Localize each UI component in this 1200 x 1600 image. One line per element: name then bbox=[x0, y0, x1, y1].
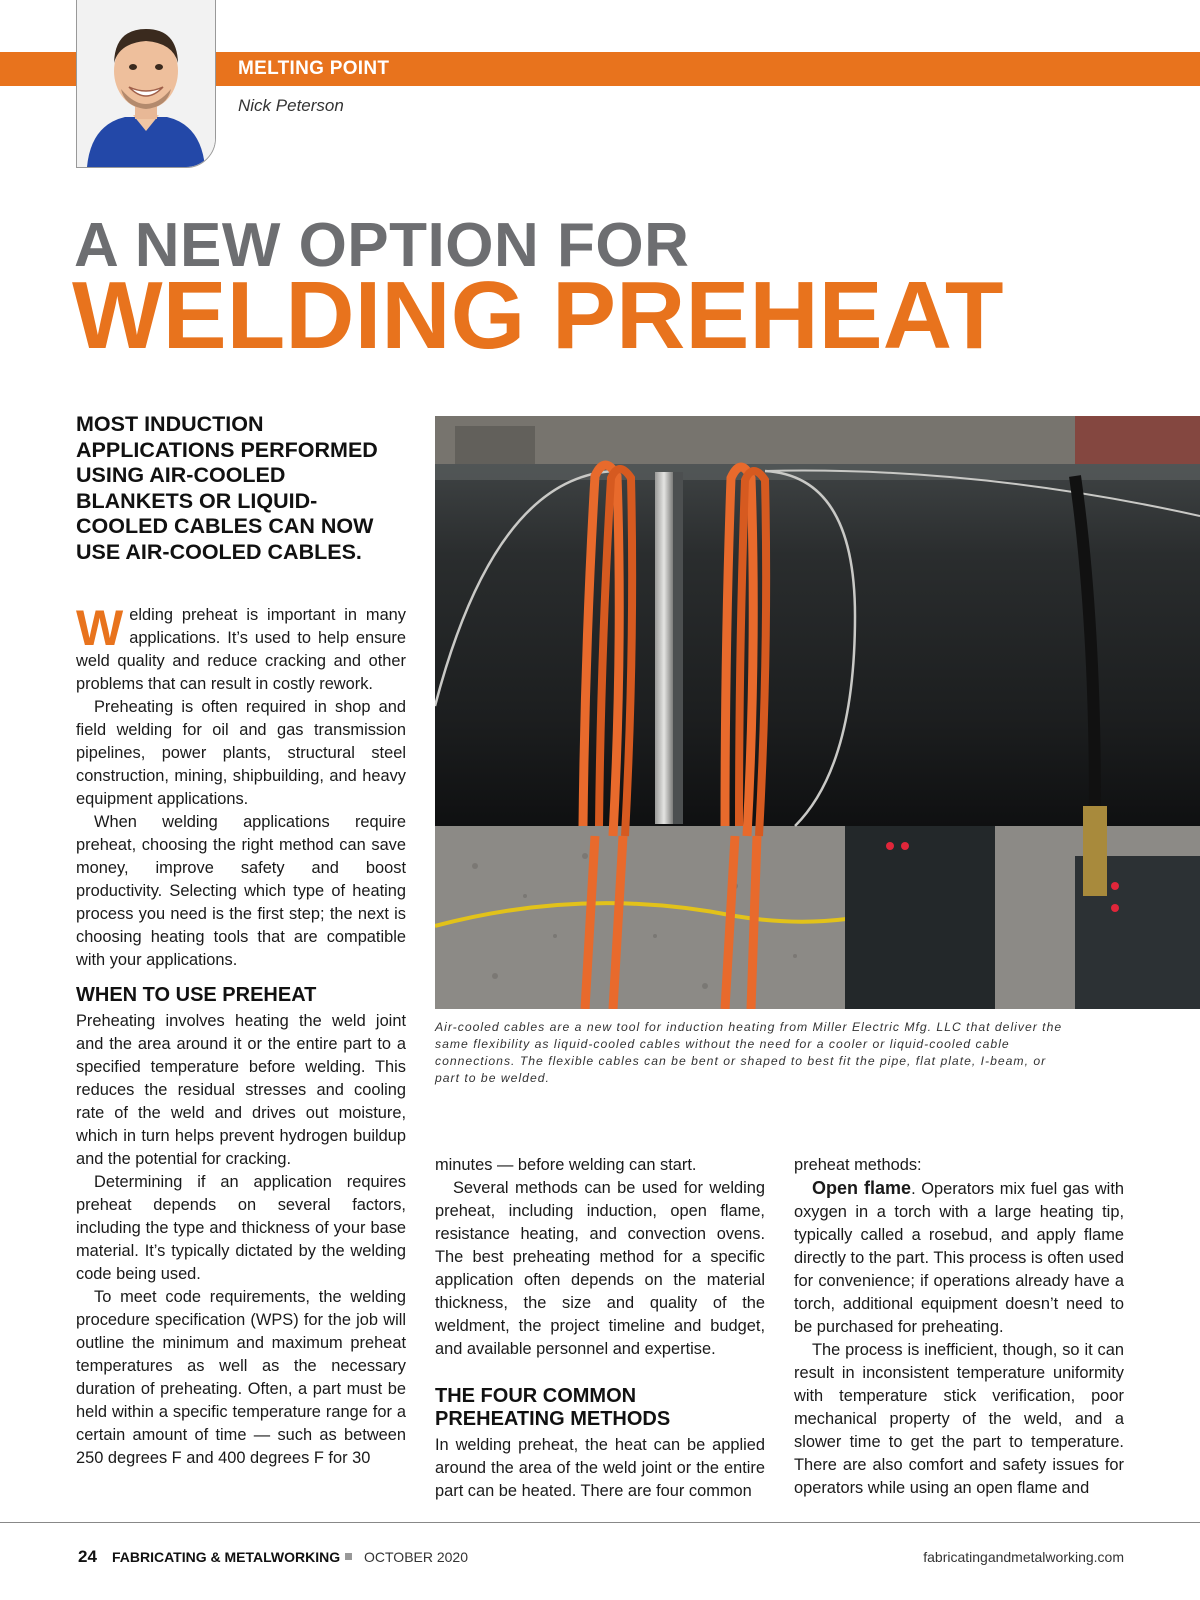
paragraph: minutes — before welding can start. bbox=[435, 1156, 697, 1174]
publication-name: FABRICATING & METALWORKING bbox=[112, 1549, 341, 1565]
paragraph: The process is inefficient, though, so it can result in inconsistent temperature uniformity with temperature stick verification, poor mechanical property of the weld, and a slower time to get the part to temperature. There are also comfort and safety issues for operators while using an open flame and bbox=[794, 1341, 1124, 1497]
lead-in-open-flame: Open flame bbox=[812, 1178, 912, 1198]
column-label: MELTING POINT bbox=[238, 58, 390, 79]
article-column-2 bbox=[435, 1154, 765, 1503]
article-photo bbox=[435, 416, 1200, 1009]
footer-rule bbox=[0, 1522, 1200, 1523]
paragraph: Welding preheat is important in many applications. It’s used to help ensure weld quality and reduce cracking and other problems that can result in costly rework. bbox=[76, 600, 406, 693]
subhead-when-to-use: WHEN TO USE PREHEAT bbox=[76, 984, 317, 1006]
drop-cap: W bbox=[76, 600, 124, 656]
issue-date: OCTOBER 2020 bbox=[364, 1549, 469, 1565]
photo-caption: Air-cooled cables are a new tool for induction heating from Miller Electric Mfg. LLC that deliver the same flexibility as liquid-cooled cables without the need for a cooler or liquid-cooled cable connections. The flexible cables can be bent or shaped to best fit the pipe, flat plate, I-beam, or part to be welded. bbox=[435, 1020, 1063, 1085]
paragraph: Determining if an application requires preheat depends on several factors, including the type and thickness of your base material. It’s typically dictated by the welding code being used. bbox=[76, 1173, 406, 1283]
paragraph: Preheating involves heating the weld joint and the area around it or the entire part to a specified temperature before welding. This reduces the residual stresses and cooling rate of the weld and drives out moisture, which in turn helps prevent hydrogen buildup and the potential for cracking. bbox=[76, 1012, 406, 1168]
website-url: fabricatingandmetalworking.com bbox=[923, 1549, 1124, 1565]
headline-line-1: A NEW OPTION FOR bbox=[74, 211, 690, 280]
footer-separator bbox=[345, 1553, 352, 1560]
paragraph: Preheating is often required in shop and field welding for oil and gas transmission pipelines, power plants, structural steel construction, mining, shipbuilding, and heavy equipment applications. bbox=[76, 698, 406, 808]
article-column-3 bbox=[794, 1154, 1124, 1500]
deck: MOST INDUCTION APPLICATIONS PERFORMED USING AIR-COOLED BLANKETS OR LIQUID-COOLED CABLES CAN NOW USE AIR-COOLED CABLES. bbox=[76, 412, 378, 564]
author-photo bbox=[76, 0, 216, 168]
headline-line-2: WELDING PREHEAT bbox=[72, 262, 1004, 369]
paragraph: In welding preheat, the heat can be applied around the area of the weld joint or the entire part can be heated. There are four common bbox=[435, 1436, 765, 1500]
page-number: 24 bbox=[78, 1547, 97, 1566]
author-byline: Nick Peterson bbox=[238, 96, 344, 115]
paragraph: Several methods can be used for welding preheat, including induction, open flame, resistance heating, and convection ovens. The best preheating method for a specific application often depends on the material thickness, the size and quality of the weldment, the project timeline and budget, and available personnel and expertise. bbox=[435, 1179, 765, 1358]
paragraph: preheat methods: bbox=[794, 1156, 922, 1174]
paragraph: When welding applications require preheat, choosing the right method can save money, improve safety and boost productivity. Selecting which type of heating process you need is the first step; the next is choosing heating tools that are compatible with your applications. bbox=[76, 813, 406, 969]
subhead-four-methods: THE FOUR COMMON PREHEATING METHODS bbox=[435, 1385, 671, 1430]
paragraph: Open flame. Operators mix fuel gas with oxygen in a torch with a large heating tip, typically called a rosebud, and apply flame directly to the part. This process is often used for convenience; if operations already have a torch, additional equipment doesn’t need to be purchased for preheating. bbox=[794, 1178, 1124, 1336]
article-column-1 bbox=[76, 600, 406, 1470]
paragraph: To meet code requirements, the welding procedure specification (WPS) for the job will outline the minimum and maximum preheat temperatures as well as the necessary duration of preheating. Often, a part must be held within a specific temperature range for a certain amount of time — such as between 250 degrees F and 400 degrees F for 30 bbox=[76, 1288, 406, 1467]
